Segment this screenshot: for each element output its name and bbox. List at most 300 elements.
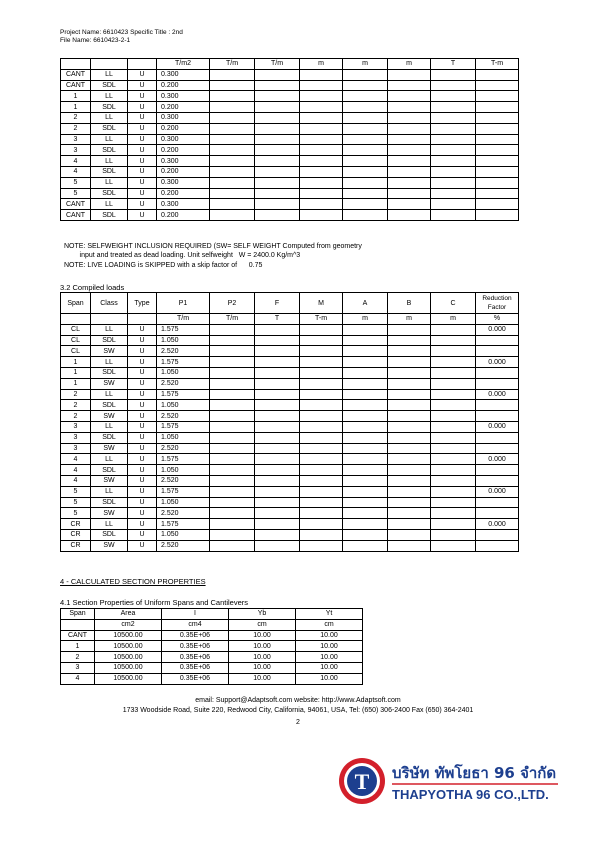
table-cell: 2.520 — [157, 411, 210, 422]
table-cell: 3 — [61, 432, 91, 443]
table-cell — [343, 443, 388, 454]
table-cell — [388, 378, 431, 389]
table-cell — [388, 540, 431, 551]
unit-cell: m — [343, 59, 388, 70]
table-cell: LL — [91, 324, 128, 335]
table-cell — [431, 80, 476, 91]
table-cell: 2 — [61, 411, 91, 422]
table-cell — [388, 166, 431, 177]
table-cell — [431, 519, 476, 530]
table-cell: U — [128, 454, 157, 465]
table-cell: U — [128, 80, 157, 91]
compiled-loads-title: 3.2 Compiled loads — [60, 283, 125, 292]
table-cell — [476, 102, 519, 113]
table-cell: LL — [91, 134, 128, 145]
loads-table — [60, 58, 519, 221]
table-cell: 2 — [61, 389, 91, 400]
unit-cell — [128, 314, 157, 325]
table-cell: U — [128, 411, 157, 422]
table-cell: U — [128, 357, 157, 368]
table-cell — [343, 475, 388, 486]
unit-cell: T/m — [210, 59, 255, 70]
table-cell — [431, 497, 476, 508]
table-cell — [300, 102, 343, 113]
table-cell: 0.300 — [157, 91, 210, 102]
table-cell — [210, 497, 255, 508]
table-cell — [431, 367, 476, 378]
table-cell — [255, 199, 300, 210]
table-cell — [476, 166, 519, 177]
table-cell — [388, 112, 431, 123]
table-cell: SDL — [91, 432, 128, 443]
table-cell: 4 — [61, 156, 91, 167]
table-cell: 5 — [61, 486, 91, 497]
table-cell — [476, 465, 519, 476]
table-cell — [388, 199, 431, 210]
table-cell — [431, 400, 476, 411]
table-cell: U — [128, 123, 157, 134]
table-cell — [255, 443, 300, 454]
table-cell: 5 — [61, 508, 91, 519]
table-cell — [255, 497, 300, 508]
table-row — [61, 465, 519, 476]
table-cell: LL — [91, 389, 128, 400]
table-row — [61, 475, 519, 486]
table-cell — [431, 134, 476, 145]
table-header-row — [61, 293, 519, 314]
table-cell: SDL — [91, 102, 128, 113]
table-cell: SDL — [91, 497, 128, 508]
table-row — [61, 102, 519, 113]
table-cell — [255, 357, 300, 368]
table-cell — [388, 432, 431, 443]
table-cell: 5 — [61, 188, 91, 199]
table-cell: SDL — [91, 145, 128, 156]
table-row — [61, 673, 363, 684]
table-cell — [255, 69, 300, 80]
table-cell — [388, 486, 431, 497]
table-row — [61, 335, 519, 346]
table-cell: 1.575 — [157, 454, 210, 465]
table-cell — [476, 210, 519, 221]
table-cell — [300, 486, 343, 497]
table-cell — [210, 421, 255, 432]
table-cell: 2.520 — [157, 540, 210, 551]
table-cell — [343, 91, 388, 102]
table-cell: 10500.00 — [95, 662, 162, 673]
table-cell: U — [128, 166, 157, 177]
unit-cell: m — [388, 314, 431, 325]
table-cell: 0.200 — [157, 123, 210, 134]
table-cell: 1 — [61, 367, 91, 378]
table-cell: LL — [91, 519, 128, 530]
table-cell — [343, 188, 388, 199]
header-cell: Area — [95, 609, 162, 620]
table-cell: 10.00 — [229, 673, 296, 684]
table-row — [61, 400, 519, 411]
table-cell — [431, 199, 476, 210]
table-cell — [343, 177, 388, 188]
table-cell: 1.050 — [157, 529, 210, 540]
table-cell — [343, 112, 388, 123]
table-row — [61, 112, 519, 123]
table-cell: U — [128, 112, 157, 123]
table-cell — [476, 134, 519, 145]
table-cell — [300, 540, 343, 551]
table-cell — [343, 378, 388, 389]
table-cell — [476, 497, 519, 508]
table-cell — [476, 69, 519, 80]
table-row — [61, 454, 519, 465]
table-cell: SDL — [91, 529, 128, 540]
table-cell: 2 — [61, 123, 91, 134]
table-cell — [210, 389, 255, 400]
table-cell — [476, 188, 519, 199]
table-cell — [300, 166, 343, 177]
table-cell: SDL — [91, 166, 128, 177]
unit-cell: T-m — [476, 59, 519, 70]
company-logo-graphic — [338, 756, 563, 806]
table-cell: 1 — [61, 357, 91, 368]
table-cell: LL — [91, 357, 128, 368]
table-cell — [210, 508, 255, 519]
table-cell: CL — [61, 335, 91, 346]
table-cell: 0.000 — [476, 324, 519, 335]
table-cell — [255, 156, 300, 167]
table-cell — [343, 454, 388, 465]
table-cell — [255, 400, 300, 411]
table-cell — [476, 80, 519, 91]
table-cell — [210, 540, 255, 551]
table-cell — [210, 443, 255, 454]
table-cell — [210, 346, 255, 357]
table-cell — [210, 177, 255, 188]
table-cell — [388, 508, 431, 519]
table-cell — [300, 465, 343, 476]
table-cell — [300, 156, 343, 167]
unit-cell — [61, 314, 91, 325]
table-cell: LL — [91, 199, 128, 210]
table-cell: U — [128, 188, 157, 199]
table-cell — [210, 102, 255, 113]
table-row — [61, 652, 363, 663]
table-cell — [210, 335, 255, 346]
table-cell — [300, 188, 343, 199]
table-cell — [210, 123, 255, 134]
table-cell: 3 — [61, 662, 95, 673]
table-cell: 10500.00 — [95, 673, 162, 684]
table-row — [61, 199, 519, 210]
table-cell — [300, 112, 343, 123]
table-cell: 1 — [61, 641, 95, 652]
table-cell: SDL — [91, 210, 128, 221]
table-cell — [431, 145, 476, 156]
table-cell: 10.00 — [229, 662, 296, 673]
table-cell — [431, 421, 476, 432]
table-cell: U — [128, 432, 157, 443]
table-cell — [255, 188, 300, 199]
table-cell — [300, 69, 343, 80]
table-cell — [343, 210, 388, 221]
table-cell — [300, 475, 343, 486]
table-row — [61, 508, 519, 519]
table-cell: LL — [91, 454, 128, 465]
header-cell: P2 — [210, 293, 255, 314]
table-row — [61, 378, 519, 389]
table-row — [61, 69, 519, 80]
table-cell — [343, 465, 388, 476]
table-row — [61, 166, 519, 177]
table-cell — [431, 69, 476, 80]
table-cell — [343, 486, 388, 497]
table-cell — [431, 91, 476, 102]
table-cell — [431, 102, 476, 113]
table-cell — [476, 123, 519, 134]
table-cell: 0.35E+06 — [162, 630, 229, 641]
table-cell — [300, 134, 343, 145]
table-cell — [388, 188, 431, 199]
table-cell — [343, 519, 388, 530]
table-cell — [210, 188, 255, 199]
table-cell: CR — [61, 519, 91, 530]
table-cell — [476, 529, 519, 540]
table-cell — [343, 134, 388, 145]
table-cell — [476, 540, 519, 551]
table-cell — [255, 80, 300, 91]
table-cell — [388, 335, 431, 346]
table-cell — [431, 357, 476, 368]
table-cell: LL — [91, 69, 128, 80]
table-cell — [476, 199, 519, 210]
header-cell: M — [300, 293, 343, 314]
unit-cell: T/m — [157, 314, 210, 325]
table-row — [61, 411, 519, 422]
table-row — [61, 145, 519, 156]
table-cell — [343, 335, 388, 346]
table-cell — [388, 69, 431, 80]
table-cell — [300, 91, 343, 102]
table-cell: CR — [61, 529, 91, 540]
table-row — [61, 188, 519, 199]
table-cell: 1.050 — [157, 432, 210, 443]
table-cell: 0.35E+06 — [162, 652, 229, 663]
table-cell — [388, 497, 431, 508]
table-cell — [476, 432, 519, 443]
table-cell — [431, 166, 476, 177]
table-cell — [255, 324, 300, 335]
table-cell — [476, 112, 519, 123]
table-cell — [388, 357, 431, 368]
table-row — [61, 80, 519, 91]
table-cell — [210, 529, 255, 540]
table-cell: 0.000 — [476, 454, 519, 465]
table-cell — [343, 497, 388, 508]
table-row — [61, 529, 519, 540]
table-cell — [255, 166, 300, 177]
table-cell — [343, 508, 388, 519]
table-cell: U — [128, 156, 157, 167]
table-cell — [388, 145, 431, 156]
table-cell: 5 — [61, 177, 91, 188]
table-cell — [476, 443, 519, 454]
table-cell — [255, 210, 300, 221]
table-cell — [343, 529, 388, 540]
table-cell — [300, 335, 343, 346]
header-cell: A — [343, 293, 388, 314]
table-cell — [255, 519, 300, 530]
table-cell — [210, 112, 255, 123]
table-row — [61, 389, 519, 400]
header-cell: Span — [61, 293, 91, 314]
table-cell — [300, 210, 343, 221]
table-cell: U — [128, 497, 157, 508]
table-cell — [431, 378, 476, 389]
table-cell — [255, 123, 300, 134]
table-cell: 0.200 — [157, 145, 210, 156]
table-cell — [431, 324, 476, 335]
unit-cell: T/m — [210, 314, 255, 325]
table-cell: 0.300 — [157, 69, 210, 80]
table-cell: 4 — [61, 454, 91, 465]
table-cell: U — [128, 91, 157, 102]
table-cell: U — [128, 69, 157, 80]
table-cell — [343, 145, 388, 156]
table-cell: U — [128, 134, 157, 145]
table-cell — [476, 335, 519, 346]
note-selfweight: NOTE: SELFWEIGHT INCLUSION REQUIRED (SW= SELF WEIGHT Computed from geometry — [64, 243, 362, 250]
table-cell — [210, 80, 255, 91]
table-cell — [255, 378, 300, 389]
table-cell — [210, 69, 255, 80]
table-row — [61, 156, 519, 167]
unit-cell — [61, 59, 91, 70]
table-cell: U — [128, 378, 157, 389]
table-cell: 0.000 — [476, 389, 519, 400]
table-cell: 0.000 — [476, 519, 519, 530]
table-cell: SW — [91, 475, 128, 486]
table-cell — [210, 156, 255, 167]
table-cell — [210, 475, 255, 486]
table-cell: SDL — [91, 400, 128, 411]
table-cell: SW — [91, 346, 128, 357]
footer-contact: email: Support@Adaptsoft.com website: http://www.Adaptsoft.com — [195, 697, 401, 704]
table-cell — [300, 367, 343, 378]
table-cell: 10500.00 — [95, 630, 162, 641]
table-cell: SDL — [91, 367, 128, 378]
table-cell: U — [128, 199, 157, 210]
table-cell — [431, 188, 476, 199]
table-cell — [476, 508, 519, 519]
table-cell: U — [128, 102, 157, 113]
table-row — [61, 540, 519, 551]
table-row — [61, 91, 519, 102]
unit-cell: % — [476, 314, 519, 325]
table-cell — [388, 123, 431, 134]
table-cell — [388, 443, 431, 454]
table-cell: 1.575 — [157, 421, 210, 432]
table-row — [61, 443, 519, 454]
table-cell: 3 — [61, 134, 91, 145]
table-cell — [255, 367, 300, 378]
table-cell: U — [128, 400, 157, 411]
header-cell: Class — [91, 293, 128, 314]
table-cell — [300, 346, 343, 357]
table-cell — [476, 177, 519, 188]
table-cell — [431, 508, 476, 519]
table-cell: CANT — [61, 199, 91, 210]
table-cell — [388, 102, 431, 113]
table-cell — [476, 411, 519, 422]
table-cell: 10.00 — [229, 652, 296, 663]
table-cell: 0.000 — [476, 357, 519, 368]
logo-thai-name: บริษัท ทัพโยธา 96 จำกัด — [392, 764, 557, 782]
table-cell — [343, 367, 388, 378]
table-cell — [431, 454, 476, 465]
table-cell — [431, 123, 476, 134]
table-cell — [388, 156, 431, 167]
table-row — [61, 177, 519, 188]
table-cell: 1.575 — [157, 389, 210, 400]
unit-cell — [91, 59, 128, 70]
header-cell: Yt — [296, 609, 363, 620]
header-cell: Type — [128, 293, 157, 314]
table-row — [61, 641, 363, 652]
table-cell — [300, 400, 343, 411]
table-cell — [210, 357, 255, 368]
table-cell — [343, 432, 388, 443]
table-cell — [255, 346, 300, 357]
table-cell — [210, 367, 255, 378]
table-cell — [255, 529, 300, 540]
company-logo — [338, 756, 563, 806]
table-cell — [300, 421, 343, 432]
table-cell — [476, 346, 519, 357]
unit-cell — [61, 619, 95, 630]
table-cell — [388, 134, 431, 145]
table-cell: SDL — [91, 335, 128, 346]
table-row — [61, 123, 519, 134]
table-cell: 10.00 — [296, 630, 363, 641]
table-cell — [343, 166, 388, 177]
table-cell: U — [128, 519, 157, 530]
table-cell: CANT — [61, 80, 91, 91]
table-cell: 0.200 — [157, 188, 210, 199]
table-cell — [255, 91, 300, 102]
table-cell — [255, 465, 300, 476]
table-cell: 1 — [61, 91, 91, 102]
unit-cell: m — [343, 314, 388, 325]
header-cell: Yb — [229, 609, 296, 620]
unit-cell: cm — [296, 619, 363, 630]
table-cell — [300, 389, 343, 400]
table-cell: CL — [61, 346, 91, 357]
table-cell — [343, 324, 388, 335]
table-cell — [476, 156, 519, 167]
table-cell — [255, 145, 300, 156]
table-cell — [255, 335, 300, 346]
unit-cell: T — [431, 59, 476, 70]
table-cell: 10.00 — [229, 630, 296, 641]
table-cell — [431, 411, 476, 422]
table-cell: 4 — [61, 465, 91, 476]
table-cell — [255, 389, 300, 400]
table-cell: U — [128, 177, 157, 188]
unit-cell: T — [255, 314, 300, 325]
table-cell — [255, 411, 300, 422]
table-cell: U — [128, 324, 157, 335]
table-cell: U — [128, 335, 157, 346]
table-row — [61, 432, 519, 443]
